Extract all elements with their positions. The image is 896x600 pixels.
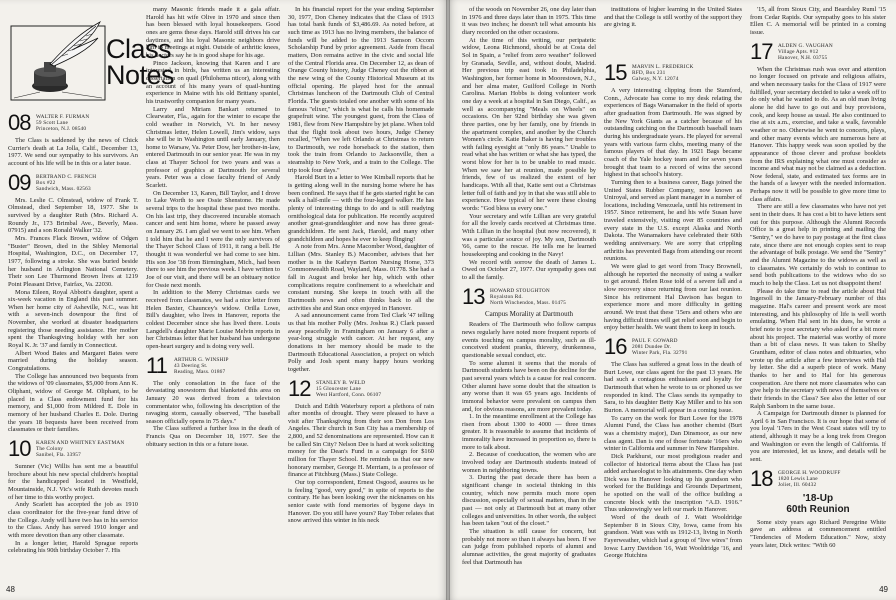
class-header-10 (8, 435, 138, 461)
class-number: 12 (288, 375, 311, 401)
note-paragraph: Albert Wood Bates and Margaret Bates were married during the holiday season. Congratulations. (8, 349, 138, 373)
secretary-address-line2: Reading, Mass. 01867 (174, 368, 226, 375)
note-paragraph: Mrs. Frances Flack Brown, widow of Odgen "Buster" Brown, died in the Sibley Memorial Hospital, Washington, D.C., on December 17, 1977, following a stroke. She was buried beside her husband in Arlington National Cemetery. Their son Lee Thurmond Brown lives at 1219 Point Pleasant Drive, Fairfax, Va. 22030. (8, 234, 138, 288)
class-header-11 (146, 352, 280, 378)
right-page (448, 0, 896, 600)
secretary-name: WALTER F. FURMAN (36, 114, 90, 120)
class-number: 18 (750, 465, 773, 491)
note-paragraph: The Class has suffered a great loss in the death of Burt Lowe, our class agent for the past 13 years. He had such a contagious enthusiasm and loyalty for Dartmouth that when he wrote to us or phoned us we responded in kind. The Class sends its sympathy to Sara, to his daughter Betty Kay Miller and to his son Burton. A memorial will appear in a coming issue. (604, 360, 742, 414)
class-secretary-block (778, 469, 841, 489)
secretary-name: HOWARD STOUGHTON (490, 287, 550, 294)
class-header-13 (462, 283, 596, 309)
class-number: 10 (8, 435, 31, 461)
secretary-address-line1: Box #22 (36, 179, 56, 186)
note-paragraph: At the time of this writing, our peripatetic widow, Leona Richmond, should be at Costa del Sol in Spain, a "relief from zero weather" followed by Granada, Seville, and, without doubt, Madrid. Her previous trip east took in Philadelphia, Washington, her former home in Moorestown, N.J., and her alma mater, Guilford College in North Carolina. Marian Hobbs is doing volunteer work one day a week at a hospital in San Diego, Calif., as well as accompanying "Meals on Wheels" on occasions. On her 92nd birthday she was given three parties, one by her family, one by friends in the apartment complex, and another by the Church Women's circle. Katie Baker is having her troubles with failing eyesight at "only 86 years." Unable to read what she has written or what she has typed, the worst blow for her is to be unable to read music. When we saw her at reunion, made possible by friends, few of us realized the extent of her handicaps. With all that, Katie sent out a Christmas letter full of faith and joy in that she was still able to experience. How typical of her were these closing words: "God bless us every one." (462, 36, 596, 213)
note-paragraph: When the Christmas rush was over and attention no longer focused on private and religious affairs, and when necessary tasks for the Class of 1917 were fulfilled, your secretary decided to take a week off to do only what he wanted to do. As an old man living alone he did have to go out and buy provisions, cook, and keep house as usual. He also continued to rise at six a.m., exercise, and take a walk, favorable weather or no. Otherwise he went to concerts, plays, and other many events which are numerous here at Hanover. This happy week was soon spoiled by the appearance of those clever and profuse booklets from the IRS explaining what one must consider as income and what may not be claimed as a deduction. Now federal, state, and estimated tax forms are in the hands of a lawyer with the needed information. Perhaps now it will be possible to give more time to class affairs. (750, 65, 886, 203)
note-paragraph: In a longer letter, Harold Sprague reports celebrating his 90th birthday October 7. His (8, 539, 138, 555)
note-paragraph: many Masonic friends made it a gala affair. Harold has hit wife Olive in 1970 and since then has been blessed with loyal housekeepers. Good ones are gems these days. Harold still drives his car daytimes, and his loyal Masonic neighbors drive him to meetings at night. Outside of arthritic knees, his doctors say he is in good shape for his age. (146, 6, 280, 59)
right-column-3 (750, 6, 886, 590)
secretary-name: ALDEN G. VAUGHAN (778, 42, 833, 49)
note-paragraph: Dutch and Edith Waterbury report a plethora of rain after months of drought. They were pleased to have a visit after Thanksgiving from their son Don from Los Angeles. Their church in Sun City has a membership of 2,800, and 52 denominations are represented. How can it be called Sin City? Nelson Dee is hard at work soliciting money for the Dean's Fund in a campaign for $160 million for Thayer School. He reminds us that our new honorary member, George H. Merriam, is a professor of finance at Fitchburg (Mass.) State College. (288, 402, 434, 479)
note-paragraph: To some alumni it seems that the morals of Dartmouth students have been on the decline for the past several years which is a cause for real concern. Other alumni have some doubt that the situation is any worse than it was 65 years ago. Incidents of immoral behavior were prevalent on campus then and, for obvious reasons, are more prevalent today. (462, 359, 596, 413)
note-paragraph: institutions of higher learning in the United States and that the College is still worthy of the support they are giving it. (604, 6, 742, 29)
note-paragraph: The situation is still cause for concern, but probably not more so than it always has been. If we can judge from published reports of alumni and alumnae activities, the great majority of graduates feel that Dartmouth has (462, 528, 596, 566)
class-header-17 (750, 38, 886, 64)
note-paragraph: A sad announcement came from Ted Clark '47 telling us that his mother Polly (Mrs. Joshua R.) Clark passed away peacefully in Framingham on January 6 after a year-long struggle with cancer. At her request, any donations in her memory should be made to the Dartmouth Educational Association, a project on which Polly and Josh spent many happy hours working together. (288, 312, 434, 373)
note-paragraph: Dick Parkhurst, our most prodigious reader and collector of historical items about the Class has just added archaeologist to his attainments. One day when Dick was in Hanover looking up his grandson who worked for the Buildings and Grounds Department, he spotted on the wall of the office building a concrete block with the inscription "A.D. 1916." Thus unknowingly we left our mark in Hanover. (604, 452, 742, 514)
class-10-notes-continued (146, 6, 280, 351)
note-paragraph: There are still a few classmates who have not yet sent in their dues. It has cost a bit to have letters sent out for this purpose. Although the Alumni Records Office is a great help in printing and mailing the "Sentry," we do have to pay postage at the first class rate, since there are not enough copies sent to reap the advantage of bulk postage. We send the "Sentry" and the Alumni Magazine to the widows as well as to classmates. We certainly do wish to continue to send both publications to the widows who do so much to help the Class. Let us not disappoint them! (750, 203, 886, 287)
class-number: 16 (604, 333, 627, 359)
secretary-address-line2: Sanibel, Fla. 33957 (36, 452, 81, 459)
note-paragraph: A very interesting clipping from the Stamford, Conn., Advocate has come to my desk relating the experiences of Bags Wanamaker in the field of sports after graduation from Dartmouth. He was signed by the New York Giants as a catcher because of his outstanding catching on the Dartmouth baseball team during his undergraduate years. He played for several years with various farm clubs, meeting many of the famous players of that day. In 1921 Bags became coach of the Yale hockey team and for seven years brought that team to a record of wins the second highest in that school's history. (604, 86, 742, 179)
reunion-heading-line1: '18-Up (802, 492, 834, 504)
note-paragraph: On December 13, Karen, Bill Taylor, and I drove to Lake Worth to see Ossie Shenstone. He made several trips to the hospital these past two months. On his last trip, they discovered incurable stomach cancer and sent him home, where he passed away on January 26. I am glad we went to see him. When I told him that he and I were the only survivors of the Thayer School Class of 1911, it rang a bell. He thought it was wonderful we had come to see him. His son Joe '38 from Birmingham, Mich., had been there to see him the previous week. I have written to Joe of our visit, and there will be an obituary notice for Ossie next month. (146, 189, 280, 289)
class-header-09 (8, 169, 138, 195)
class-12-notes-continued (462, 6, 596, 282)
secretary-address-line2: Hanover, N.H. 03755 (778, 55, 828, 62)
secretary-address-line2: Princeton, N.J. 08540 (36, 126, 87, 133)
note-paragraph: Harold Burt in a letter to Wee Kimball reports that he is getting along well in the nursing home where he has been confined. He says that if he gets started right he can walk a half-mile — with the four-legged walker. He has plenty of interesting things to do and is still readying ornithological data for publication. He recently acquired another great-granddaughter and now has three great-grandchildren. He sent Jack, Harold, and many other grandchildren and hopes he ever to keep flinging! (288, 174, 434, 243)
secretary-address-line1: 59 Scott Lane (36, 120, 69, 127)
note-paragraph: Word of the death of J. Watt Wooldridge September 8 in Sioux City, Iowa, came from his grandson. Watt was with us 1912-13, living in North Fayerweather, which had a group of "live wires" from Iowa: Larry Davidson '16, Watt Wooldridge '16, and George Hutchins (604, 514, 742, 560)
note-paragraph: The Class suffered a further loss in the death of Francis Qua on December 18, 1977. See the obituary section in this or a future issue. (146, 425, 280, 448)
note-paragraph: The Class is saddened by the news of Chick Currier's death at La Jolla, Calif., December 13, 1977. We send our sympathy to his survivors. An account of his life will be in this or a later issue. (8, 137, 138, 167)
class-16-notes (604, 361, 742, 560)
note-paragraph: In addition to the Merry Christmas cards we received from classmates, we had a nice letter from Helen Baxter, Chauncey's widow. Orilla Lowe, Bill's daughter, who lives in Hanover, reports the coldest December since she has lived there. Louis Langdell's daughter Marie Louise Melvin reports in her Christmas letter that her husband has undergone open-heart surgery and is doing very well. (146, 289, 280, 350)
book-gutter (446, 0, 450, 600)
class-notes-masthead (8, 20, 175, 108)
class-13-notes-continued (604, 6, 742, 29)
secretary-address-line2: Sandwich, Mass. 02563 (36, 186, 91, 193)
note-paragraph: '15, all from Sioux City, and Beardsley Ruml '15 from Cedar Rapids. Our sympathy goes to his sister Ellen C. A memorial will be printed in a coming issue. (750, 6, 886, 36)
secretary-name: KAREN AND WHITNEY EASTMAN (36, 439, 125, 446)
class-secretary-block (632, 337, 687, 357)
article-subheading: Campus Morality at Dartmouth (484, 309, 574, 318)
note-paragraph: Some sixty years ago Richard Peregrine White gave an address at commencement entitled "Tendencies of Modern Education." Now, sixty years later, Dick writes: "With 60 (750, 518, 886, 549)
class-secretary-block (36, 113, 89, 133)
class-08-notes (8, 137, 138, 168)
note-paragraph: In his financial report for the year ending September 30, 1977, Don Cheney indicates that the Class of 1913 has total bank funds of $3,486.69. As noted before, at such time as 1913 has no living members, the balance of funds will be added to the 1913 Samson Occom Scholarship Fund by prior agreement. Aside from fiscal matters, Don remains active in the civic and social life of the Central Florida area. On December 12, as dean of Orange County history, Judge Cheney cut the ribbon at the new wing of the County Historical Museum at its official opening. He played host for the annual Christmas luncheon of the Dartmouth Club of Central Florida. The guests totaled one another with some of his famous "elixer," which is what he calls his homemade grapefruit wine. The youngest guest, from the Class of 1981, flew from New Hampshire by jet plane. When told that the flight took about two hours, Judge Cheney recalled, "When we left Orlando at Christmas to return to Dartmouth, we rode horseback to the station, then took the train from Orlando to Jacksonville, then a steamship to New York, and a train to the College. The trip took four days." (288, 6, 434, 174)
class-number: 08 (8, 110, 31, 135)
note-paragraph: of the woods on November 26, one day later than in 1976 and three days later than in 1975. This time it was two inches; he doesn't tell what amounts his diary recorded on the other occasions. (462, 6, 596, 36)
secretary-name: ARTHUR G. WINSHIP (174, 356, 229, 363)
secretary-address-line2: Galway, N.Y. 12074 (632, 76, 679, 83)
note-paragraph: Pinco Jackson, knowing that Karen and I are interested in birds, has written us an interesting dissertation on quail (Philohema nticor), along with an account of his many years of quail-hunting experience in Maine with his old Brittany spaniel, his trustworthy companion for many years. (146, 59, 280, 105)
secretary-name: STANLEY B. WELD (316, 379, 366, 386)
class-secretary-block (490, 287, 566, 307)
reunion-heading (750, 493, 886, 515)
class-secretary-block (174, 356, 229, 376)
masthead-title-line2: Notes (106, 60, 175, 90)
class-number: 11 (146, 352, 167, 378)
note-paragraph: Larry and Miriam Bankart returned to Clearwater, Fla., again for the winter to escape the cold weather in Norwich, Vt. In her newsy Christmas letter, Helen Lowell, Jim's widow, says she will be in Washington until early January, then home to Warsaw, Va. Peter Dow, her brother-in-law, entered Dartmouth in our senior year. He was in my class at Thayer School for two years and was a professor of graphics at Dartmouth for several years. Peter was a close faculty friend of Andy Scarlett. (146, 105, 280, 190)
class-number: 15 (604, 59, 627, 85)
class-secretary-block (36, 173, 96, 193)
masthead-title-line1: Class (106, 34, 172, 64)
secretary-address-line2: North Winchendon, Mass. 01475 (490, 300, 566, 307)
class-16-notes-continued (750, 6, 886, 37)
class-header-08 (8, 110, 138, 135)
note-paragraph: To carry on the work for Burt Lowe for the 1978 Alumni Fund, the Class has another chemist (Burt was a chemistry major), Dan Dinsmoor, as our new class agent. Dan is one of those fortunate '16ers who winter in California and summer in New Hampshire. (604, 414, 742, 453)
note-paragraph: A Campaign for Dartmouth dinner is planned for April 6 in San Francisco. It is our hope that some of you loyal '17ers in the West Coast states will try to attend, although it may be a long trek from Oregon and Washington or even the length of California. If you are interested, let us know, and details will be sent. (750, 410, 886, 464)
note-paragraph: Your secretary and wife Lillian are very grateful for all the lovely cards received at Christmas time. With Lillian in the hospital (but now recovered), it was a particular source of joy. My son, Dartmouth '66, came to the rescue. He tells me he learned housekeeping and cooking in the Navy! (462, 212, 596, 258)
class-17-notes (750, 66, 886, 464)
class-number: 17 (750, 38, 773, 64)
quill-inkwell-icon (10, 20, 106, 104)
class-header-12 (288, 375, 434, 401)
class-number: 13 (462, 283, 485, 309)
note-paragraph: We record with sorrow the death of James L. Owed on October 27, 1977. Our sympathy goes out to all the family. (462, 258, 596, 281)
secretary-address-line2: West Hartford, Conn. 06107 (316, 391, 382, 398)
right-column-1 (462, 6, 596, 590)
note-paragraph: Our top correspondent, Ernest Osgood, assures us he is feeling "good, very good," in spite of reports to the contrary. He has been looking over the nicknames on his senior caste with fond memories of bygone days in Hanover. Do you still have yours? Ray Tober relates that snow arrived this winter in his neck (288, 479, 434, 525)
class-18-notes (750, 519, 886, 550)
page-number-right: 49 (879, 585, 888, 594)
class-09-notes (8, 197, 138, 434)
note-paragraph: A note from Mrs. Anne Macomber Wood, daughter of Lillian (Mrs. Stanley B.) Macomber, advises that her mother is in the Kathryn Barton Nursing Home, 373 Commonwealth Road, Wayland, Mass. 01778. She had a fall in August and broke her hip, which with other complications require confinement to a wheelchair and constant nursing. She keeps in touch with all the Dartmouth news and often thinks back to all the activities she and Stan once enjoyed in Hanover. (288, 243, 434, 312)
right-column-2 (604, 6, 742, 590)
class-secretary-block (36, 439, 124, 459)
note-paragraph: 3. During the past decade there has been a significant change in societal thinking in this country, which now permits much more open discussion, especially of sexual matters, than in the past — not only at Dartmouth but at many other colleges and universities. In other words, the subject has been taken "out of the closet." (462, 474, 596, 528)
left-column-3 (288, 6, 434, 590)
class-header-18 (750, 465, 886, 491)
note-paragraph: Mona Eileen, Royal Abbott's daughter, spent a six-week vacation in England this past summer. When her home city of Asheville, N.C., was hit with a seven-inch downpour the first of November, she worked at disaster headquarters registering those needing assistance. Her mother spent the Thanksgiving holiday with her son Royal K. Jr. '37 and family in Connecticut. (8, 288, 138, 350)
class-secretary-block (632, 63, 694, 83)
secretary-address-line1: Royalston Rd. (490, 293, 523, 300)
note-paragraph: We were glad to get word from Tracy Brownell, although he reported the necessity of using a walker to get around. Helen Rose told of a severe fall and a slow recovery since returning from our last reunion. Since his retirement Hal Davison has begun to experience more and more difficulty in getting around. We trust that these '15ers and others who are having difficult times will get relief soon and begin to enjoy better health. We want them to keep in touch. (604, 263, 742, 332)
note-paragraph: The only consolation in the face of the devastating snowstorm that blanketed this area on January 20 was derived from a television commentator who, following his description of the ravaging storm, casually observed, "The baseball season officially opens in 75 days." (146, 379, 280, 425)
class-header-16 (604, 333, 742, 359)
secretary-address-line1: 2081 Dundee Dr. (632, 344, 672, 351)
secretary-name: PAUL F. GOWARD (632, 337, 678, 344)
secretary-address-line1: 1820 Lewis Lane (778, 475, 818, 482)
left-column-2 (146, 6, 280, 590)
note-paragraph: Mrs. Leslie C. Olmstead, widow of Frank T. Olmstead, died September 18, 1977. She is survived by a daughter Ruth (Mrs. Richard A. Roundy Jr., 173 Brimbal Ave., Beverly, Mass. 07915) and a son Ronald Walker '32. (8, 196, 138, 235)
secretary-address-line2: Joliet, Ill. 60432 (778, 482, 817, 489)
secretary-address-line2: Winter Park, Fla. 32791 (632, 350, 688, 357)
note-paragraph: 1. In the meantime enrollment at the College has risen from about 1300 to 4000 — three times greater. It is reasonable to assume that incidents of immorality have increased in proportion so, there is more to talk about. (462, 413, 596, 451)
class-12-notes (288, 403, 434, 526)
note-paragraph: Sumner (Vic) Willis has sent me a beautiful brochure about his new special children's hospital for the handicapped located in Westfield, Mountainside, N.J. Vic's wife Ruth devotes much of her time to this worthy project. (8, 462, 138, 501)
secretary-address-line1: RFD, Box 231 (632, 70, 666, 77)
secretary-name: BERTRAND C. FRENCH (36, 173, 97, 180)
secretary-name: MARVIN L. FREDERICK (632, 63, 694, 70)
class-10-notes (8, 463, 138, 555)
note-paragraph: The College has announced two bequests from the widows of '09 classmates, $5,000 from Ann K. Oliphant, widow of George M. Oliphant, to be placed in a Class endowment fund for his memory, and $1,000 from Mildred E. Dole in memory of her husband Charles E. Dole. During the years 18 bequests have been received from classmates or their families. (8, 372, 138, 434)
note-paragraph: 2. Because of coeducation, the women who are involved today are Dartmouth students instead of women in neighboring towns. (462, 451, 596, 474)
class-15-notes (604, 87, 742, 332)
class-header-15 (604, 59, 742, 85)
class-secretary-block (778, 42, 833, 62)
secretary-address-line1: Village Apts. #12 (778, 48, 819, 55)
note-paragraph: Please do take time to read the article about Hal Ingersoll in the January-February number of this magazine. Hal's career and present work are most interesting, and his philosophy of life is well worth emulating. When Hal sent in his dues, he wrote a brief note to your secretary who asked for a bit more about his project. The material was worthy of more than a bit of class news. It was taken to Shelby Grantham, editor of class notes and obituaries, who wrote up the article after a few interviews with Hal by letter. She did a superb piece of work. Many thanks to her and to Hal for his generous cooperation. Are there not more classmates who can give help to the secretary with news of themselves or their friends in the Class? See also the letter of our Ralph Sanborn in the same issue. (750, 287, 886, 410)
class-11-notes-continued (288, 6, 434, 374)
note-paragraph: Andy Scarlett has accepted the job as 1910 class coordinator for the five-year fund drive of the College. Andy will have two has in his service to the Class. Andy has served 1910 longer and with more devotion than any other classmate. (8, 501, 138, 539)
class-13-notes (462, 321, 596, 566)
class-number: 09 (8, 169, 31, 195)
page-number-left: 48 (6, 585, 15, 594)
secretary-address-line1: 15 Gloucester Lane (316, 385, 362, 392)
note-paragraph: Readers of The Dartmouth who follow campus news regularly have noted more frequent reports of events touching on campus morality, such as ill-conceived student pranks, thievery, drunkenness, questionable sexual conduct, etc. (462, 321, 596, 359)
secretary-name: GEORGE H. WOODRUFF (778, 469, 841, 476)
secretary-address-line1: 43 Deering St. (174, 362, 208, 369)
class-secretary-block (316, 379, 381, 399)
secretary-address-line1: The Colony (36, 446, 64, 453)
reunion-heading-line2: 60th Reunion (786, 503, 850, 515)
note-paragraph: Turning then to a business career, Bags joined the United States Rubber Company, now known as Uniroyal, and served as plant manager in a number of locations, including Venezuela, until his retirement in 1957. Since retirement, he and his wife Susan have traveled extensively, visiting over 85 countries and every state in the U.S. except Alaska and North Dakota. The Wanamakers have celebrated their 60th wedding anniversary. We are sorry that crippling arthritis has prevented Bags from attending our recent reunions. (604, 178, 742, 263)
class-11-notes (146, 380, 280, 449)
